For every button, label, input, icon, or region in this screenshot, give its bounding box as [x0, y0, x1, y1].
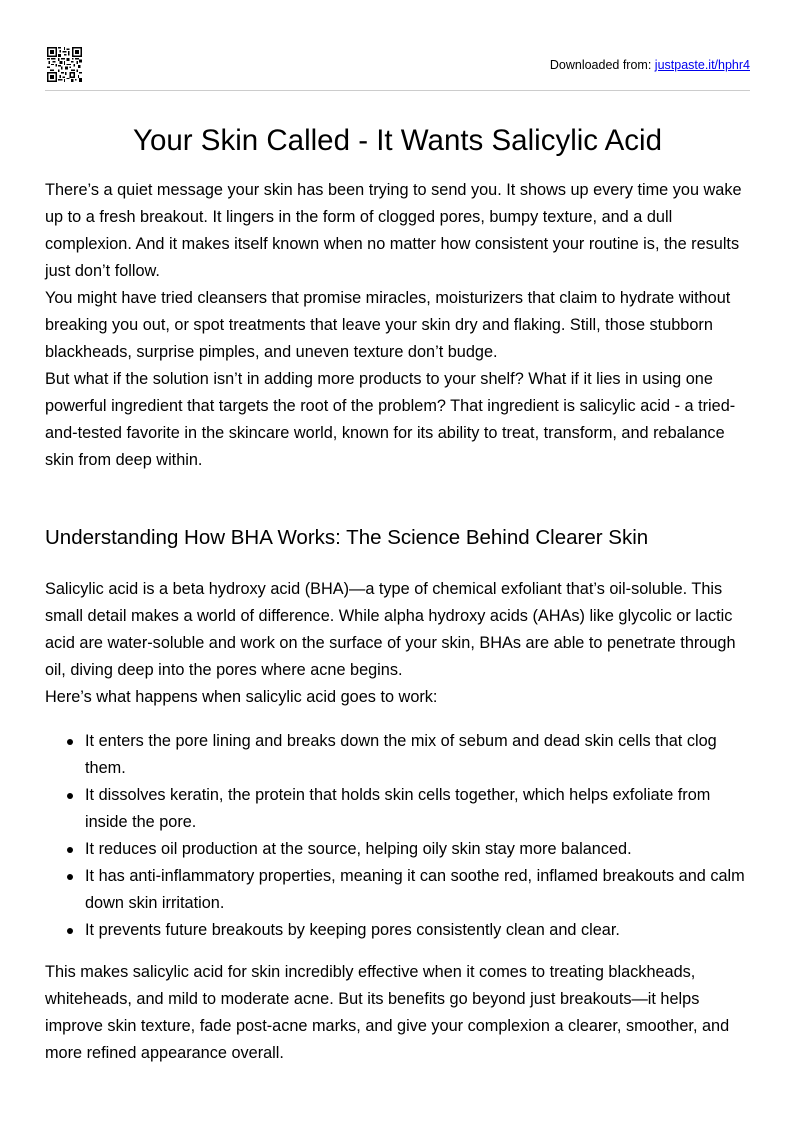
list-item-text: It dissolves keratin, the protein that holds skin cells together, which helps exfoliate from inside the pore.: [85, 786, 711, 831]
bullet-icon: [67, 928, 73, 934]
section-heading: Understanding How BHA Works: The Science Behind Clearer Skin: [45, 526, 649, 549]
downloaded-from: [550, 58, 750, 73]
page-title: Your Skin Called - It Wants Salicylic Acid: [132, 124, 663, 157]
downloaded-label: Downloaded from:: [549, 58, 652, 72]
source-link[interactable]: justpaste.it/hphr4: [654, 58, 750, 72]
qr-code-icon: [47, 47, 82, 82]
list-item: [45, 863, 750, 917]
page-header: [45, 0, 750, 91]
intro-section: [45, 177, 750, 474]
bullet-icon: [67, 874, 73, 880]
bullet-list: [45, 728, 750, 944]
list-item-text: It has anti-inflammatory properties, meaning it can soothe red, inflamed breakouts and calm down skin irritation.: [85, 867, 745, 912]
bullet-icon: [67, 847, 73, 853]
section-paragraph: Salicylic acid is a beta hydroxy acid (BHA)—a type of chemical exfoliant that’s oil-soluble. This small detail makes a world of difference. While alpha hydroxy acids (AHAs) like glycolic or lactic acid are water-soluble and work on the surface of your skin, BHAs are able to penetrate through oil, diving deep into the pores where acne begins.: [45, 580, 736, 679]
bullet-icon: [67, 739, 73, 745]
list-item: [45, 782, 750, 836]
intro-paragraph: There’s a quiet message your skin has been trying to send you. It shows up every time you wake up to a fresh breakout. It lingers in the form of clogged pores, bumpy texture, and a dull complexion. And it makes itself known when no matter how consistent your routine is, the results just don’t follow.: [45, 181, 742, 280]
intro-paragraph: But what if the solution isn’t in adding more products to your shelf? What if it lies in using one powerful ingredient that targets the root of the problem? That ingredient is salicylic acid - a tried-and-tested favorite in the skincare world, known for its ability to treat, transform, and rebalance skin from deep within.: [45, 370, 736, 469]
list-item-text: It reduces oil production at the source, helping oily skin stay more balanced.: [85, 840, 632, 858]
list-item: [45, 917, 750, 944]
list-item: [45, 836, 750, 863]
bullet-icon: [67, 793, 73, 799]
closing-paragraph: This makes salicylic acid for skin incredibly effective when it comes to treating blackheads, whiteheads, and mild to moderate acne. But its benefits go beyond just breakouts—it helps improve skin texture, fade post-acne marks, and give your complexion a clearer, smoother, and more refined appearance overall.: [45, 963, 730, 1062]
section-paragraph: Here’s what happens when salicylic acid goes to work:: [45, 688, 438, 706]
list-item: [45, 728, 750, 782]
intro-paragraph: You might have tried cleansers that promise miracles, moisturizers that claim to hydrate without breaking you out, or spot treatments that leave your skin dry and flaking. Still, those stubborn blackheads, surprise pimples, and uneven texture don’t budge.: [45, 289, 731, 361]
list-item-text: It enters the pore lining and breaks down the mix of sebum and dead skin cells that clog them.: [85, 732, 717, 777]
closing-section: [45, 959, 750, 1067]
document-page: [45, 0, 750, 1062]
list-item-text: It prevents future breakouts by keeping pores consistently clean and clear.: [85, 921, 620, 939]
section-body: [45, 576, 750, 711]
